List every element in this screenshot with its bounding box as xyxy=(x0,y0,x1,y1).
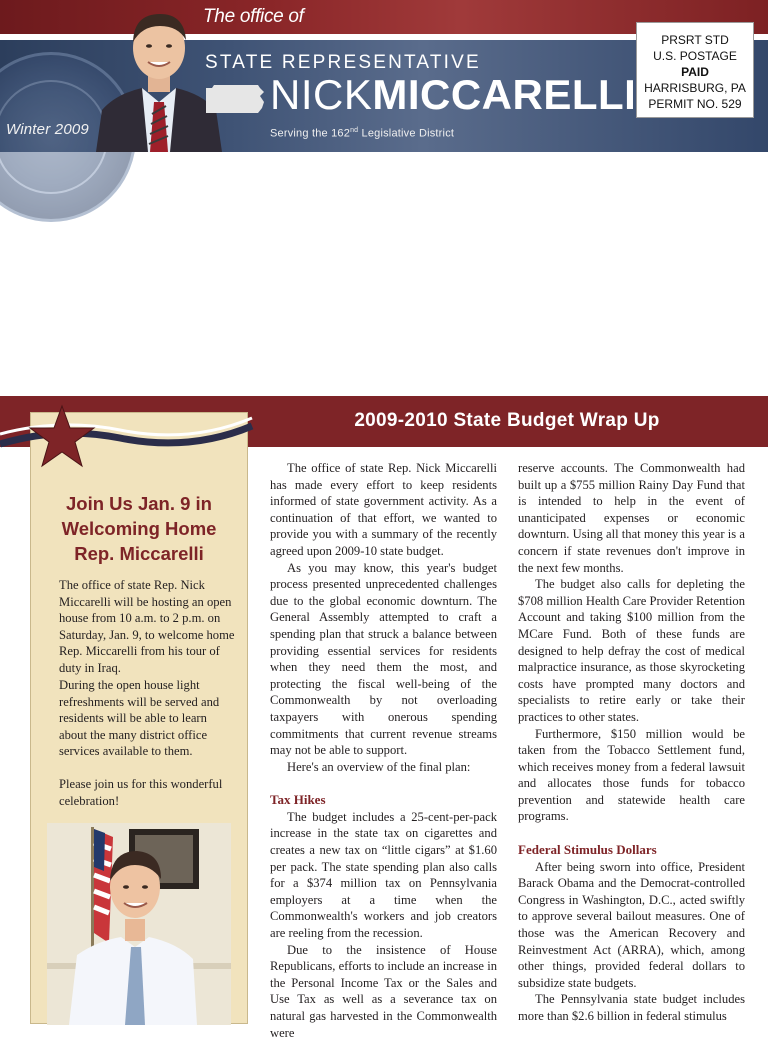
article-paragraph: The budget includes a 25-cent-per-pack increase in the state tax on cigarettes and creates a new tax on “little cigars” at $1.60 per pack. The state spending plan also calls for a $374 million tax on Pennsylvania employers at a time when the Commonwealth's workers and job creators are reeling from the recession. xyxy=(270,809,497,941)
name-last: MICCARELLI xyxy=(372,71,637,118)
pennsylvania-map-icon xyxy=(204,84,266,114)
article-paragraph: Due to the insistence of House Republicans, efforts to include an increase in the Personal Income Tax or the Sales and Use Tax as well as a severance tax on natural gas harvested in the Commonwealth were xyxy=(270,942,497,1040)
section-heading: Tax Hikes xyxy=(270,792,326,808)
sidebar-paragraph: During the open house light refreshments will be served and residents will be able to learn about the many district office services available to them. xyxy=(59,678,220,759)
masthead-office-of: The office of xyxy=(203,6,304,27)
indicia-line: HARRISBURG, PA xyxy=(644,81,746,95)
masthead-state-representative: STATE REPRESENTATIVE xyxy=(205,52,481,73)
article-paragraph: Furthermore, $150 million would be taken from the Tobacco Settlement fund, which receives money from a federal lawsuit and allocates those funds for tobacco prevention and statewide health care programs. xyxy=(518,726,745,824)
sidebar-paragraph: Please join us for this wonderful celebration! xyxy=(59,777,223,808)
section-heading: Federal Stimulus Dollars xyxy=(518,842,657,858)
sidebar-paragraph: The office of state Rep. Nick Miccarelli will be hosting an open house from 10 a.m. to 2 p.m. on Saturday, Jan. 9, to welcome home Rep. Miccarelli from his tour of duty in Iraq. xyxy=(59,578,235,675)
sidebar-heading: Join Us Jan. 9 in Welcoming Home Rep. Miccarelli xyxy=(61,493,217,564)
indicia-line: PAID xyxy=(681,65,709,79)
masthead-serving: Serving the 162nd Legislative District xyxy=(270,127,455,140)
indicia-line: PRSRT STD xyxy=(661,33,729,47)
article-paragraph: The budget also calls for depleting the $708 million Health Care Provider Retention Account and taking $100 million from the MCare Fund. Both of these funds are designed to help defray the cost of medical malpractice insurance, as those skyrocketing costs have prompted many doctors and specialists to retire early or take their practices to other states. xyxy=(518,577,745,724)
issue-season: Winter 2009 xyxy=(6,121,89,138)
article-paragraph: Here's an overview of the final plan: xyxy=(287,759,471,774)
event-photo xyxy=(47,823,231,1025)
ribbon-star-decoration xyxy=(0,404,260,484)
masthead-name xyxy=(270,71,637,118)
article-title: 2009-2010 State Budget Wrap Up xyxy=(354,410,660,431)
article-paragraph: The office of state Rep. Nick Miccarelli has made every effort to keep residents informed of state government activity. As a continuation of that effort, we wanted to provide you with a summary of the recently agreed upon 2009-10 state budget. xyxy=(270,461,497,558)
article-column-1 xyxy=(270,460,497,1041)
article-paragraph: reserve accounts. The Commonwealth had built up a $755 million Rainy Day Fund that is intended to help in the event of unanticipated expenses or economic downturn. Using all that money this year is a concern if state revenues don't improve in the next few months. xyxy=(518,461,745,575)
article-paragraph: As you may know, this year's budget process presented unprecedented challenges due to the global economic downturn. The General Assembly attempted to craft a spending plan that struck a balance between providing essential services for residents when they need them the most, and protecting the fiscal well-being of the Commonwealth by not overloading taxpayers with onerous spending commitments that current revenue streams may not be able to support. xyxy=(270,560,497,758)
indicia-line: PERMIT NO. 529 xyxy=(648,97,742,111)
name-first: NICK xyxy=(270,71,373,118)
article-paragraph: The Pennsylvania state budget includes more than $2.6 billion in federal stimulus xyxy=(518,992,745,1023)
indicia-line: U.S. POSTAGE xyxy=(653,49,737,63)
article-paragraph: After being sworn into office, President Barack Obama and the Democrat-controlled Congress in Washington, D.C., acted swiftly to approve several bailout measures. One of those was the American Recovery and Reinvestment Act (ARRA), which, among other things, provided federal dollars to subsidize state budgets. xyxy=(518,859,745,990)
postage-indicia xyxy=(636,22,754,118)
event-sidebar xyxy=(30,412,248,1024)
article-column-2 xyxy=(518,460,745,1025)
